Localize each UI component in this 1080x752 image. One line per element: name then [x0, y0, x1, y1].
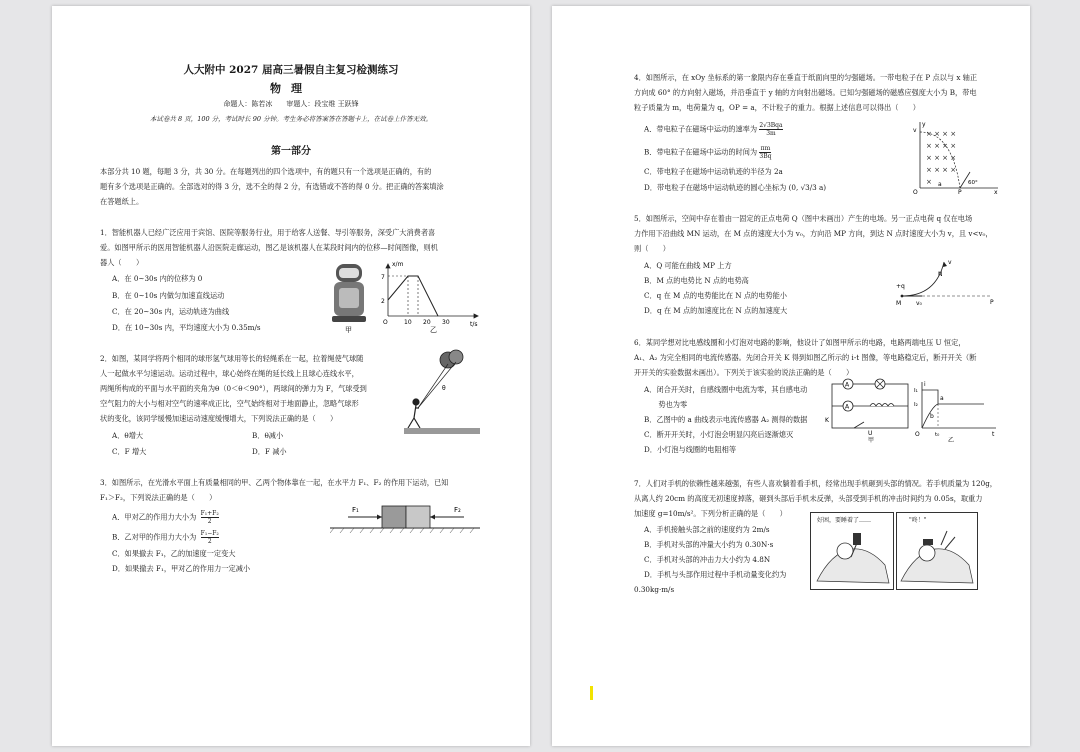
q5-curve-mn: [902, 262, 944, 296]
q4-stem-3: 粒子质量为 m，电荷量为 q，OP = a，不计粒子的重力。根据上述信息可以得出（ ）: [634, 103, 920, 112]
q6-it-graph: [914, 378, 1000, 444]
subject-title: 物理: [270, 82, 312, 95]
q7-cartoon-right: [896, 512, 978, 590]
q5-option-d: D．q 在 M 点的加速度比在 N 点的加速度大: [644, 306, 788, 315]
q1-figure: [328, 258, 488, 334]
q3-frac-b-den: 2: [207, 538, 212, 545]
exam-note: 本试卷共 8 页，100 分，考试时长 90 分钟。考生务必将答案答在答题卡上，在试卷上作答无效。: [149, 115, 433, 123]
balloons-illustration: [418, 350, 463, 408]
q2-option-c: C．F 增大: [112, 447, 147, 456]
q7-stem-1: 7．人们对手机的依赖性越来越强，有些人喜欢躺着看手机，经常出现手机砸到头部的情况。若手机质量为 120g，: [634, 479, 997, 488]
xt-graph: [386, 264, 478, 318]
q7-caption-left: 好困，要睡着了……: [817, 517, 872, 524]
q3-figure: [330, 494, 480, 536]
q6-stem-3: 开开关的实验数据未画出）。下列关于该实验的说法正确的是（ ）: [634, 368, 854, 377]
q3-option-b-text: B．乙对甲的作用力大小为: [112, 532, 197, 542]
instructions-line-3: 在答题纸上。: [100, 197, 144, 206]
q5-p-label: P: [990, 299, 994, 306]
q6-option-d: D．小灯泡与线圈的电阻相等: [644, 445, 737, 454]
q5-n-label: N: [938, 271, 943, 278]
q6-option-c: C．断开开关时，小灯泡会明显闪亮后逐渐熄灭: [644, 430, 794, 439]
q1-option-b: B．在 0~10s 内做匀加速直线运动: [112, 291, 225, 300]
q6-u-label: U: [868, 430, 873, 437]
q3-option-d: D．如果撤去 F₁，甲对乙的作用力一定减小: [112, 564, 251, 573]
q1-graph-xtick-10: 10: [404, 319, 412, 326]
q4-stem-1: 4．如图所示，在 xOy 坐标系的第一象限内存在垂直于纸面向里的匀强磁场。一带电粒子在 P 点以与 x 轴正: [634, 73, 978, 82]
instructions-line-2: 题有多个选项是正确的。全部选对的得 3 分，选不全的得 2 分，有选错或不答的得 0 分。把正确的答案填涂: [100, 182, 444, 191]
exam-title: 人大附中 2027 届高三暑假自主复习检测练习: [183, 64, 399, 76]
q4-origin-label: O: [913, 189, 918, 194]
q3-option-a: [112, 510, 219, 525]
ground-hatch: [404, 428, 480, 434]
q7-option-d: D．手机与头部作用过程中手机动量变化约为: [644, 570, 787, 579]
q4-option-d-coord: (0, √3/3 a): [788, 183, 827, 192]
q5-stem-2: 力作用下沿曲线 MN 运动，在 M 点的速度大小为 v₀，方向沿 MP 方向，到达 N 点时速度大小为 v，且 v<v₀，: [634, 229, 993, 238]
q6-o-label: O: [915, 431, 920, 438]
sleepy-person-illustration: [811, 525, 893, 587]
q3-frac-a-den: 2: [207, 518, 212, 525]
q3-option-a-fraction: [201, 510, 219, 525]
q4-option-b-fraction: [759, 145, 771, 160]
q6-a1-label: A: [845, 381, 850, 389]
q1-stem-3: 器人（ ）: [100, 258, 144, 267]
q6-option-b: B．乙图中的 a 曲线表示电流传感器 A₂ 测得的数据: [644, 415, 808, 424]
q5-stem-3: 则（ ）: [634, 244, 670, 253]
q4-option-d-text: D．带电粒子在磁场中运动轨迹的圆心坐标为: [644, 183, 787, 192]
q6-curve-a: [922, 390, 984, 404]
q2-figure: [404, 346, 480, 442]
q3-option-c: C．如果撤去 F₁，乙的加速度一定变大: [112, 549, 236, 558]
q4-figure: [912, 118, 1002, 194]
q6-yi-label: 乙: [948, 437, 955, 444]
q2-stem-5: 状的变化，该同学缓慢加速运动速度缓慢增大，下列说法正确的是（ ）: [100, 414, 338, 423]
force-f2-head: [430, 515, 435, 520]
q6-i-label: i: [924, 381, 926, 388]
force-f1-head: [377, 515, 382, 520]
q5-m-label: M: [896, 300, 902, 307]
q4-y-label: y: [922, 121, 926, 128]
q2-option-a: A．θ增大: [112, 431, 144, 440]
q4-v-label: v: [913, 127, 917, 134]
q6-stem-1: 6．某同学想对比电感线圈和小灯泡对电路的影响，他设计了如图甲所示的电路，电路两端电压 U 恒定，: [634, 338, 966, 347]
q1-fig-label-yi: 乙: [430, 326, 437, 334]
q4-frac-a-den: 3m: [766, 130, 776, 137]
q6-a2-label: A: [845, 403, 850, 411]
q5-point-m: [901, 295, 904, 298]
q5-option-c: C．q 在 M 点的电势能比在 N 点的电势能小: [644, 291, 787, 300]
q1-option-d: D．在 10~30s 内，平均速度大小为 0.35m/s: [112, 323, 261, 332]
q5-option-b: B．M 点的电势比 N 点的电势高: [644, 276, 749, 285]
svg-text:×: ×: [926, 178, 932, 186]
part-title: 第一部分: [271, 146, 311, 157]
q6-b-label: b: [930, 413, 934, 420]
q1-fig-label-jia: 甲: [345, 326, 352, 334]
q1-graph-xtick-30: 30: [442, 319, 450, 326]
q4-p-label: P: [958, 189, 962, 194]
q4-frac-b-den: 3Bq: [759, 153, 772, 160]
q1-graph-ytick-7: 7: [381, 274, 385, 281]
q4-option-a-text: A．带电粒子在磁场中运动的速率为: [644, 124, 758, 134]
floor-hatch: [330, 528, 474, 533]
block-yi: [406, 506, 430, 528]
q4-option-d: [644, 182, 826, 193]
q1-graph-xtick-o: O: [383, 319, 388, 326]
q6-jia-label: 甲: [868, 437, 875, 444]
q5-option-a: A．Q 可能在曲线 MP 上方: [644, 261, 732, 270]
q4-x-label: x: [994, 189, 998, 194]
q7-caption-right: "咚！": [909, 517, 927, 524]
q4-option-b: [644, 145, 771, 160]
exam-page-left: [52, 6, 530, 746]
q1-option-a: A．在 0~30s 内的位移为 0: [112, 274, 203, 283]
q2-angle-label: θ: [442, 385, 446, 392]
q3-option-b-fraction: [201, 530, 219, 545]
q6-k-label: K: [825, 417, 829, 424]
svg-text:× × × ×: × × × ×: [926, 142, 957, 150]
instructions-line-1: 本部分共 10 题，每题 3 分，共 30 分。在每题列出的四个选项中，有的题只有一个选项是正确的，有的: [100, 167, 432, 176]
q7-stem-2: 从离人约 20cm 的高度无初速度掉落，砸到头部后手机未反弹，头部受到手机的冲击时间约为 0.05s，取重力: [634, 494, 983, 503]
q6-t-label: t: [992, 431, 995, 438]
cursor-highlight: [590, 686, 593, 700]
q7-option-d-cont: 0.30kg·m/s: [634, 585, 675, 594]
person-illustration: [408, 399, 420, 428]
q3-option-a-text: A．甲对乙的作用力大小为: [112, 512, 197, 522]
q6-t0-label: t₀: [935, 432, 940, 438]
q4-option-a: [644, 122, 783, 137]
q3-option-b: [112, 530, 219, 545]
q5-v-label: v: [948, 259, 952, 266]
q1-graph-ytick-2: 2: [381, 298, 385, 305]
q1-graph-xtick-20: 20: [423, 319, 431, 326]
q3-stem-1: 3．如图所示，在光滑水平面上有质量相同的甲、乙两个物体靠在一起，在水平力 F₁、F₂ 的作用下运动，已知: [100, 478, 449, 487]
phone-hit-illustration: [897, 525, 977, 587]
q1-graph-xlabel: t/s: [470, 321, 478, 328]
block-jia: [382, 506, 406, 528]
q6-i2-label: I₂: [914, 402, 918, 408]
q7-stem-3: 加速度 g=10m/s²。下列分析正确的是（ ）: [634, 509, 787, 518]
q2-option-b: B．θ减小: [252, 431, 284, 440]
q5-figure: [892, 256, 1002, 308]
q5-stem-1: 5．如图所示，空间中存在着由一固定的正点电荷 Q（图中未画出）产生的电场。另一正点电荷 q 仅在电场: [634, 214, 973, 223]
q1-stem-1: 1．智能机器人已经广泛应用于宾馆、医院等服务行业，用于给客人送餐、导引等服务，深受广大消费者喜: [100, 228, 436, 237]
svg-text:× × × ×: × × × ×: [926, 166, 957, 174]
q4-option-b-text: B．带电粒子在磁场中运动的时间为: [644, 147, 758, 157]
q6-a-label: a: [940, 395, 944, 402]
q4-stem-2: 方向成 60° 的方向射入磁场，并沿垂直于 y 轴的方向射出磁场。已知匀强磁场的磁感应强度大小为 B，带电: [634, 88, 977, 97]
q6-option-a: A．闭合开关时，自感线圈中电流为零，其自感电动: [644, 385, 808, 394]
svg-text:× × × ×: × × × ×: [926, 130, 957, 138]
q4-frac-a-num: 2√3Bqa: [759, 122, 783, 129]
q6-stem-2: A₁、A₂ 为完全相同的电流传感器。先闭合开关 K 得到如图乙所示的 i-t 图像，等电路稳定后，断开开关（断: [634, 353, 977, 362]
magnetic-field-crosses: [926, 130, 956, 186]
q7-option-b: B．手机对头部的冲量大小约为 0.30N·s: [644, 540, 774, 549]
q6-i1-label: I₁: [914, 388, 918, 394]
phone-falling-icon: [923, 539, 933, 545]
q7-cartoon-left: [810, 512, 894, 590]
q2-stem-3: 两绳所构成的平面与水平面的夹角为θ（0＜θ＜90°），两球间的弹力为 F，气球受到: [100, 384, 367, 393]
exam-page-right: [552, 6, 1030, 746]
q3-frac-a-num: F₁+F₂: [200, 510, 219, 517]
q4-frac-b-num: πm: [760, 145, 771, 152]
q5-q-label: +q: [896, 283, 905, 290]
q6-option-a-cont: 势也为零: [644, 400, 688, 409]
q7-option-a: A．手机接触头部之前的速度约为 2m/s: [644, 525, 770, 534]
q4-option-a-fraction: [759, 122, 782, 137]
q4-option-c: C．带电粒子在磁场中运动轨迹的半径为 2a: [644, 167, 783, 176]
authors-line: 命题人：陈若冰 审题人：段宝维 王跃锋: [223, 100, 359, 108]
q1-graph-ylabel: x/m: [392, 261, 404, 268]
q3-f2-label: F₂: [454, 506, 461, 514]
inductor-coil: [870, 404, 894, 407]
q3-stem-2: F₁＞F₂，下列说法正确的是（ ）: [100, 493, 217, 502]
q3-frac-b-num: F₁−F₂: [200, 530, 219, 537]
q5-v0-label: v₀: [916, 300, 922, 307]
q1-stem-2: 爱。如图甲所示的医用智能机器人沿医院走廊运动，图乙是该机器人在某段时间内的位移—时间图像，则机: [100, 243, 438, 252]
q3-f1-label: F₁: [352, 506, 359, 514]
q7-option-c: C．手机对头部的冲击力大小约为 4.8N: [644, 555, 771, 564]
svg-text:× × × ×: × × × ×: [926, 154, 957, 162]
robot-illustration: [332, 264, 366, 322]
q2-stem-2: 人一起做水平匀速运动。运动过程中，球心始终在绳的延长线上且球心连线水平，: [100, 369, 359, 378]
switch-k: [854, 422, 864, 428]
q2-stem-1: 2．如图，某同学将两个相同的球形氢气球用等长的轻绳系在一起，拉着绳使气球随: [100, 354, 364, 363]
q6-circuit-figure: [824, 378, 916, 444]
q4-a-label: a: [938, 181, 942, 188]
q2-option-d: D．F 减小: [252, 447, 287, 456]
q1-option-c: C．在 20~30s 内，运动轨迹为曲线: [112, 307, 230, 316]
q2-stem-4: 空气阻力的大小与相对空气的速率成正比，空气始终相对于地面静止，忽略气球形: [100, 399, 359, 408]
q4-angle-label: 60°: [968, 180, 978, 186]
